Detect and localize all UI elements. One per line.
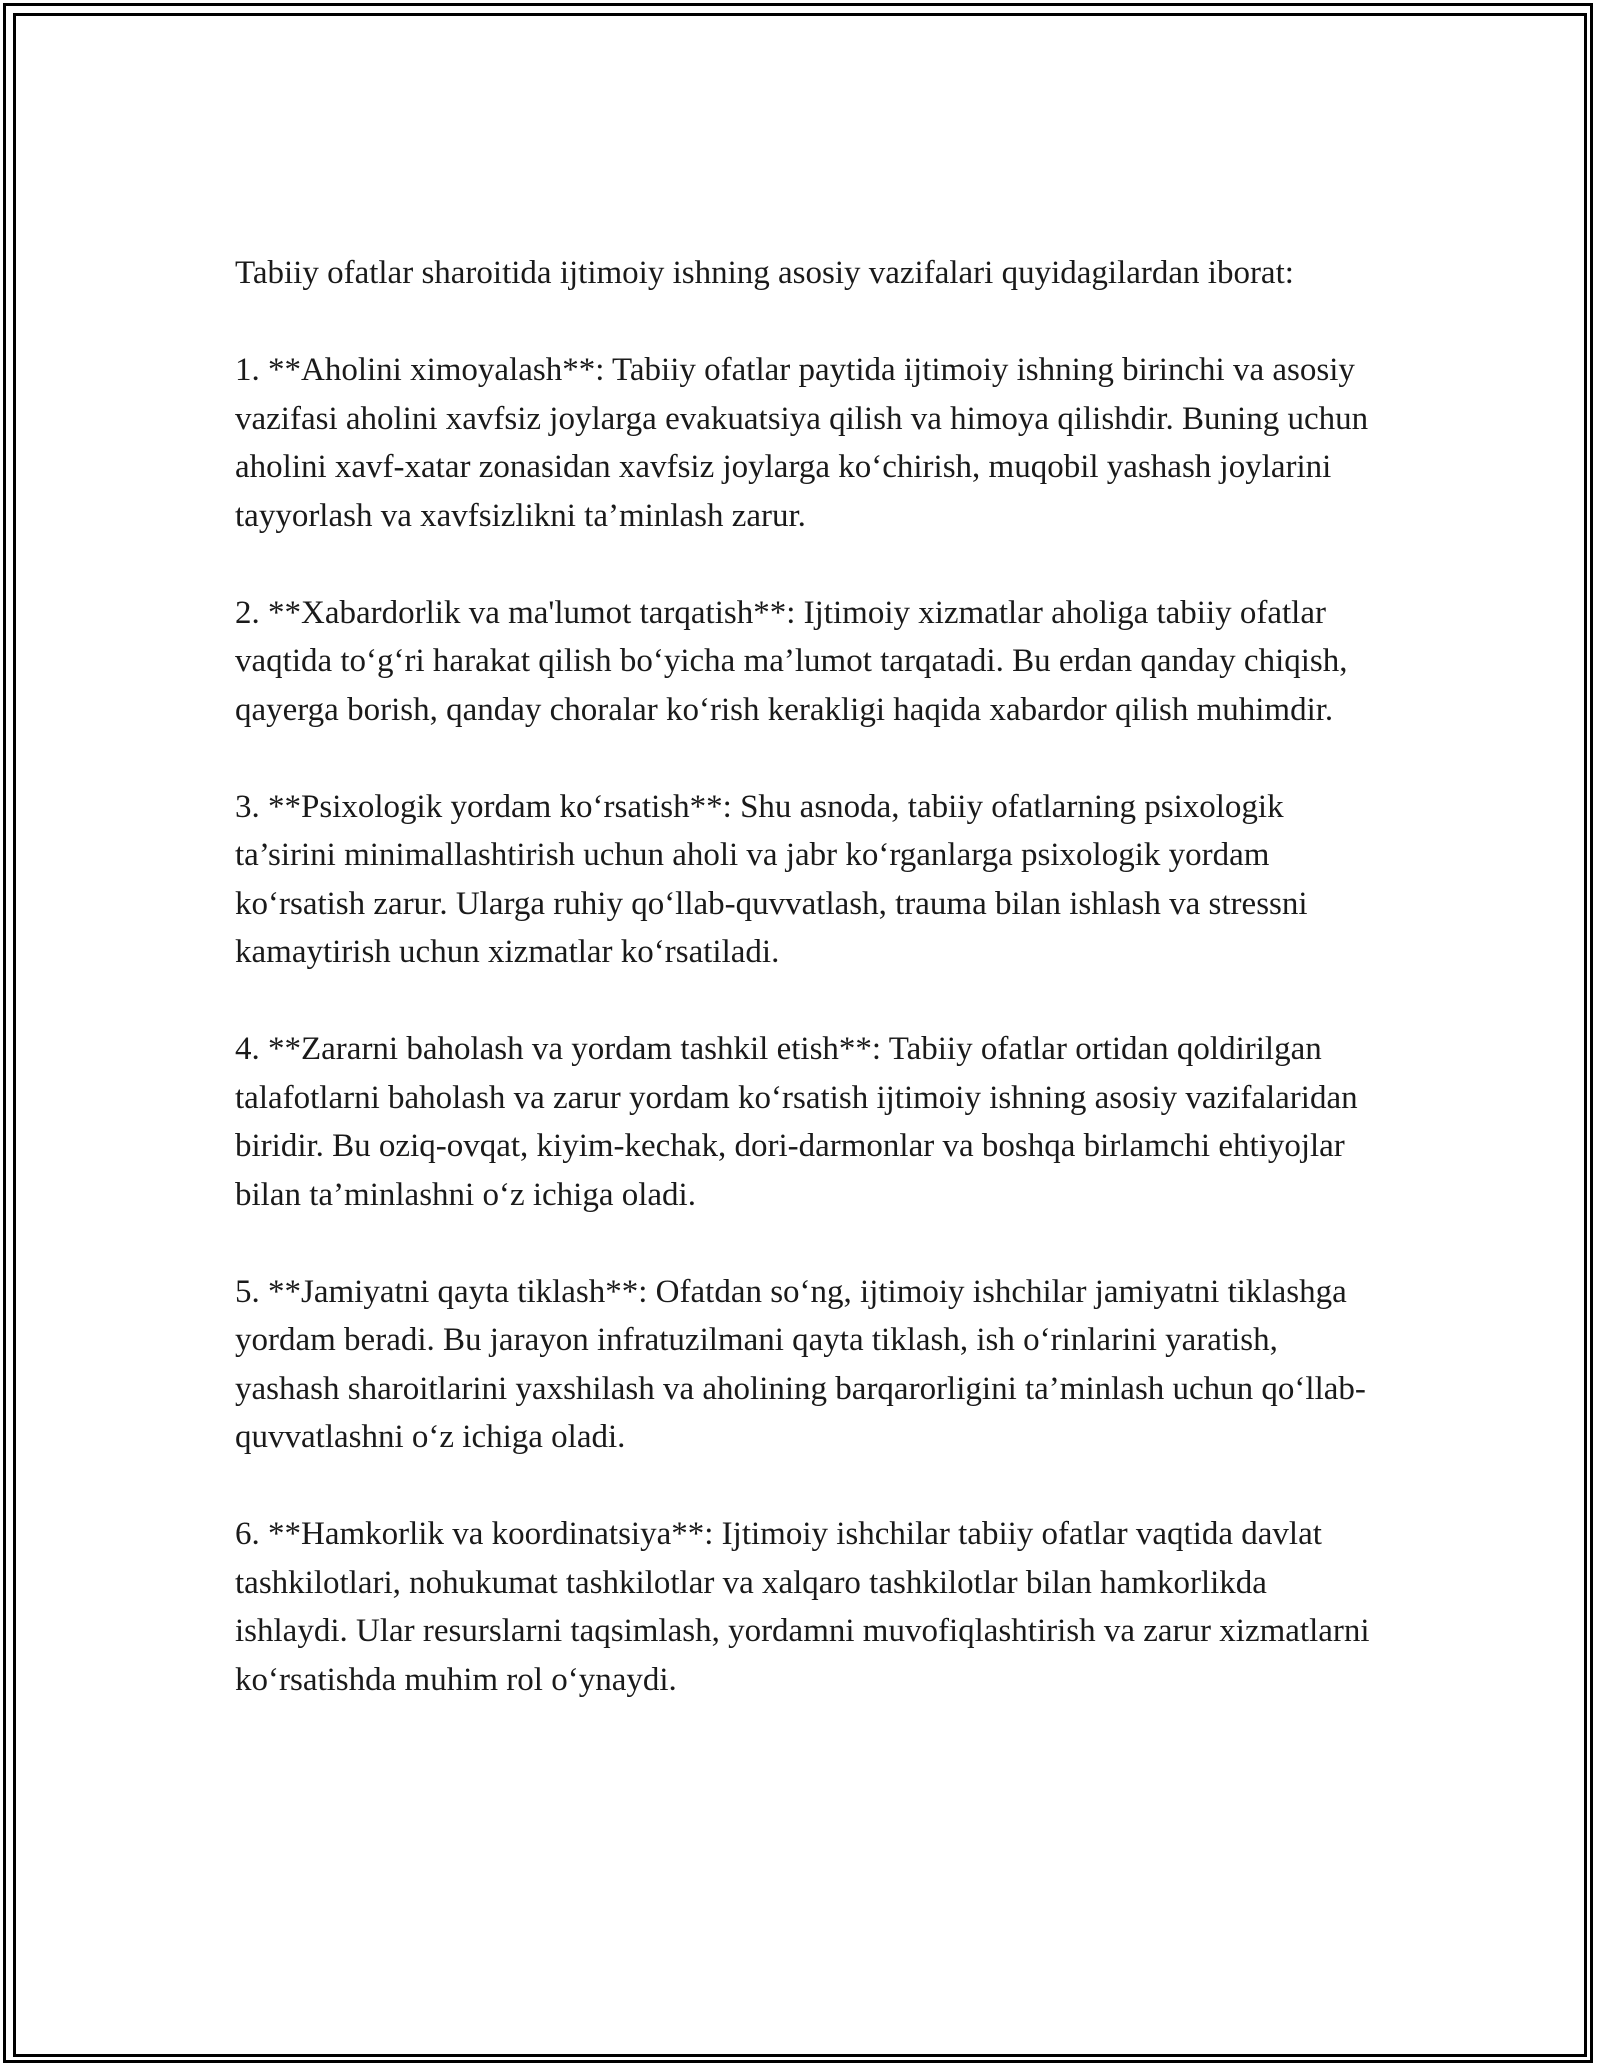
document-body bbox=[235, 249, 1375, 1753]
list-item: 3. **Psixologik yordam ko‘rsatish**: Shu asnoda, tabiiy ofatlarning psixologik ta’sirini minimallashtirish uchun aholi va jabr ko‘rganlarga psixologik yordam ko‘rsatish zarur. Ularga ruhiy qo‘llab-quvvatlash, trauma bilan ishlash va stressni kamaytirish uchun xizmatlar ko‘rsatiladi. bbox=[235, 788, 1308, 970]
list-item: 4. **Zararni baholash va yordam tashkil etish**: Tabiiy ofatlar ortidan qoldirilgan talafotlarni baholash va zarur yordam ko‘rsatish ijtimoiy ishning asosiy vazifalaridan biridir. Bu oziq-ovqat, kiyim-kechak, dori-darmonlar va boshqa birlamchi ehtiyojlar bilan ta’minlashni o‘z ichiga oladi. bbox=[235, 1031, 1358, 1213]
intro-paragraph: Tabiiy ofatlar sharoitida ijtimoiy ishning asosiy vazifalari quyidagilardan iborat: bbox=[235, 255, 1294, 291]
list-item: 5. **Jamiyatni qayta tiklash**: Ofatdan so‘ng, ijtimoiy ishchilar jamiyatni tiklashga yordam beradi. Bu jarayon infratuzilmani qayta tiklash, ish o‘rinlarini yaratish, yashash sharoitlarini yaxshilash va aholining barqarorligini ta’minlash uchun qo‘llab-quvvatlashni o‘z ichiga oladi. bbox=[235, 1273, 1366, 1455]
list-item: 2. **Xabardorlik va ma'lumot tarqatish**: Ijtimoiy xizmatlar aholiga tabiiy ofatlar vaqtida to‘g‘ri harakat qilish bo‘yicha ma’lumot tarqatadi. Bu erdan qanday chiqish, qayerga borish, qanday choralar ko‘rish kerakligi haqida xabardor qilish muhimdir. bbox=[235, 594, 1348, 728]
list-item: 1. **Aholini ximoyalash**: Tabiiy ofatlar paytida ijtimoiy ishning birinchi va asosiy vazifasi aholini xavfsiz joylarga evakuatsiya qilish va himoya qilishdir. Buning uchun aholini xavf-xatar zonasidan xavfsiz joylarga ko‘chirish, muqobil yashash joylarini tayyorlash va xavfsizlikni ta’minlash zarur. bbox=[235, 352, 1369, 534]
list-item: 6. **Hamkorlik va koordinatsiya**: Ijtimoiy ishchilar tabiiy ofatlar vaqtida davlat tashkilotlari, nohukumat tashkilotlar va xalqaro tashkilotlar bilan hamkorlikda ishlaydi. Ular resurslarni taqsimlash, yordamni muvofiqlashtirish va zarur xizmatlarni ko‘rsatishda muhim rol o‘ynaydi. bbox=[235, 1516, 1370, 1698]
